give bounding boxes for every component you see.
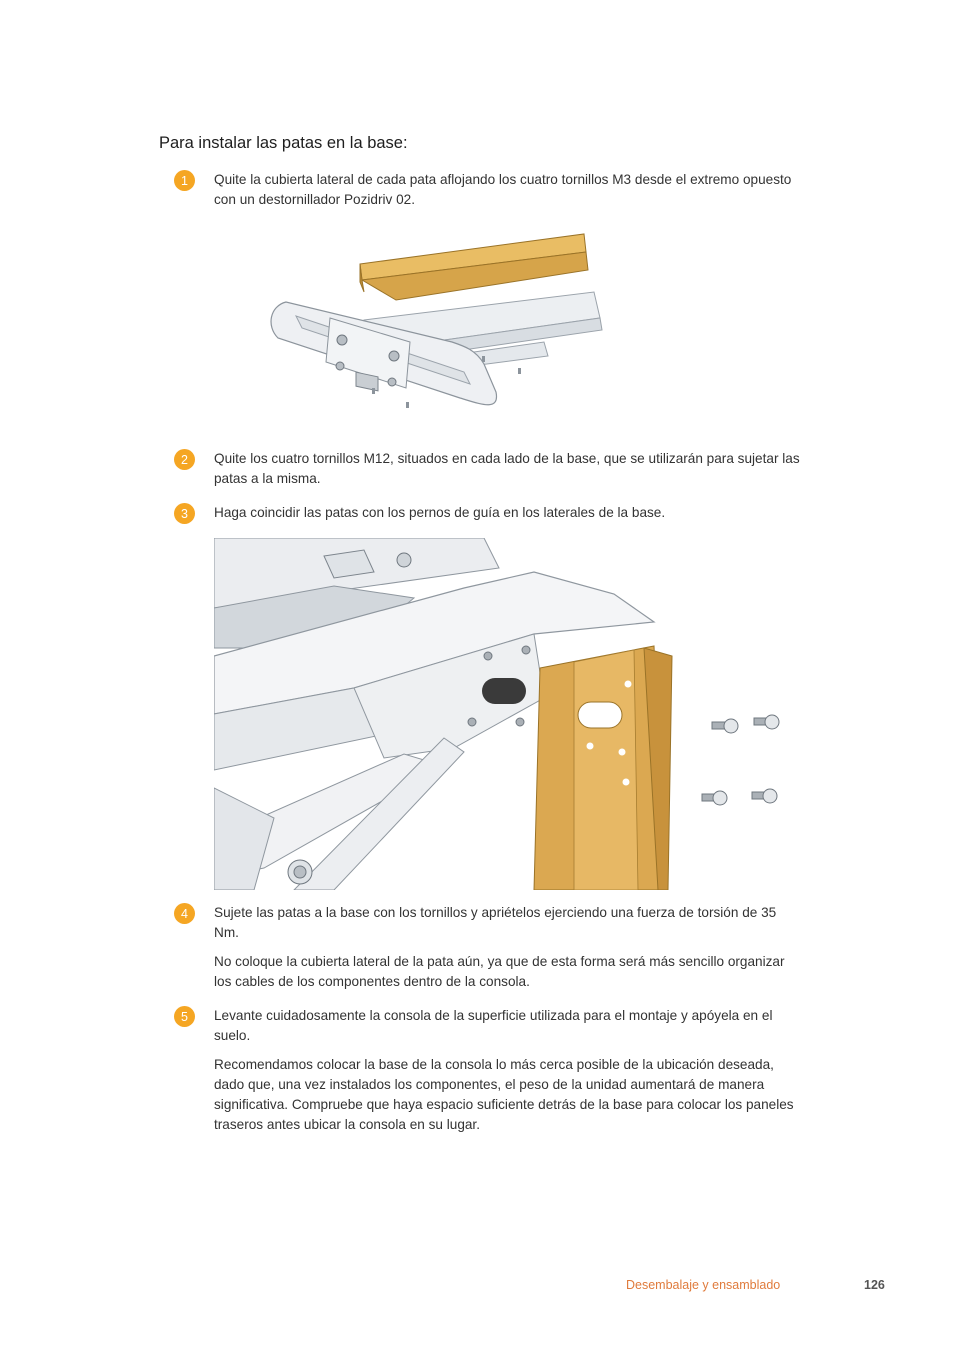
- step-5-text: Levante cuidadosamente la consola de la superficie utilizada para el montaje y apóyela en el suelo.: [214, 1008, 773, 1043]
- page-number: 126: [864, 1278, 885, 1292]
- leg-cover-illustration: [214, 222, 624, 442]
- screw-icon: [754, 715, 779, 729]
- step-3-badge: 3: [174, 503, 195, 524]
- step-2-badge: 2: [174, 449, 195, 470]
- step-1-badge: 1: [174, 170, 195, 191]
- step-1-text: Quite la cubierta lateral de cada pata aflojando los cuatro tornillos M3 desde el extremo opuesto con un destornillador Pozidriv 02.: [214, 172, 792, 207]
- step-4-note: No coloque la cubierta lateral de la pata aún, ya que de esta forma será más sencillo organizar los cables de los componentes dentro de la consola.: [214, 954, 785, 989]
- leg-alignment-illustration: [214, 538, 794, 890]
- step-3-text: Haga coincidir las patas con los pernos de guía en los laterales de la base.: [214, 505, 666, 520]
- screw-icon: [752, 789, 777, 803]
- screw-icon: [702, 791, 727, 805]
- footer-section-title: Desembalaje y ensamblado: [626, 1278, 781, 1292]
- step-4-badge: 4: [174, 903, 195, 924]
- step-2-text: Quite los cuatro tornillos M12, situados en cada lado de la base, que se utilizarán para sujetar las patas a la misma.: [214, 451, 800, 486]
- step-4-text: Sujete las patas a la base con los tornillos y apriételos ejerciendo una fuerza de torsión de 35 Nm.: [214, 905, 777, 940]
- page-heading: Para instalar las patas en la base:: [159, 134, 408, 152]
- step-5-badge: 5: [174, 1006, 195, 1027]
- step-5-note: Recomendamos colocar la base de la consola lo más cerca posible de la ubicación deseada, dado que, una vez instalados los componentes, el peso de la unidad aumentará de manera significativa. Compruebe que haya espacio suficiente detrás de la base para colocar los paneles traseros antes ubicar la consola en su lugar.: [214, 1057, 794, 1132]
- screw-icon: [712, 719, 738, 733]
